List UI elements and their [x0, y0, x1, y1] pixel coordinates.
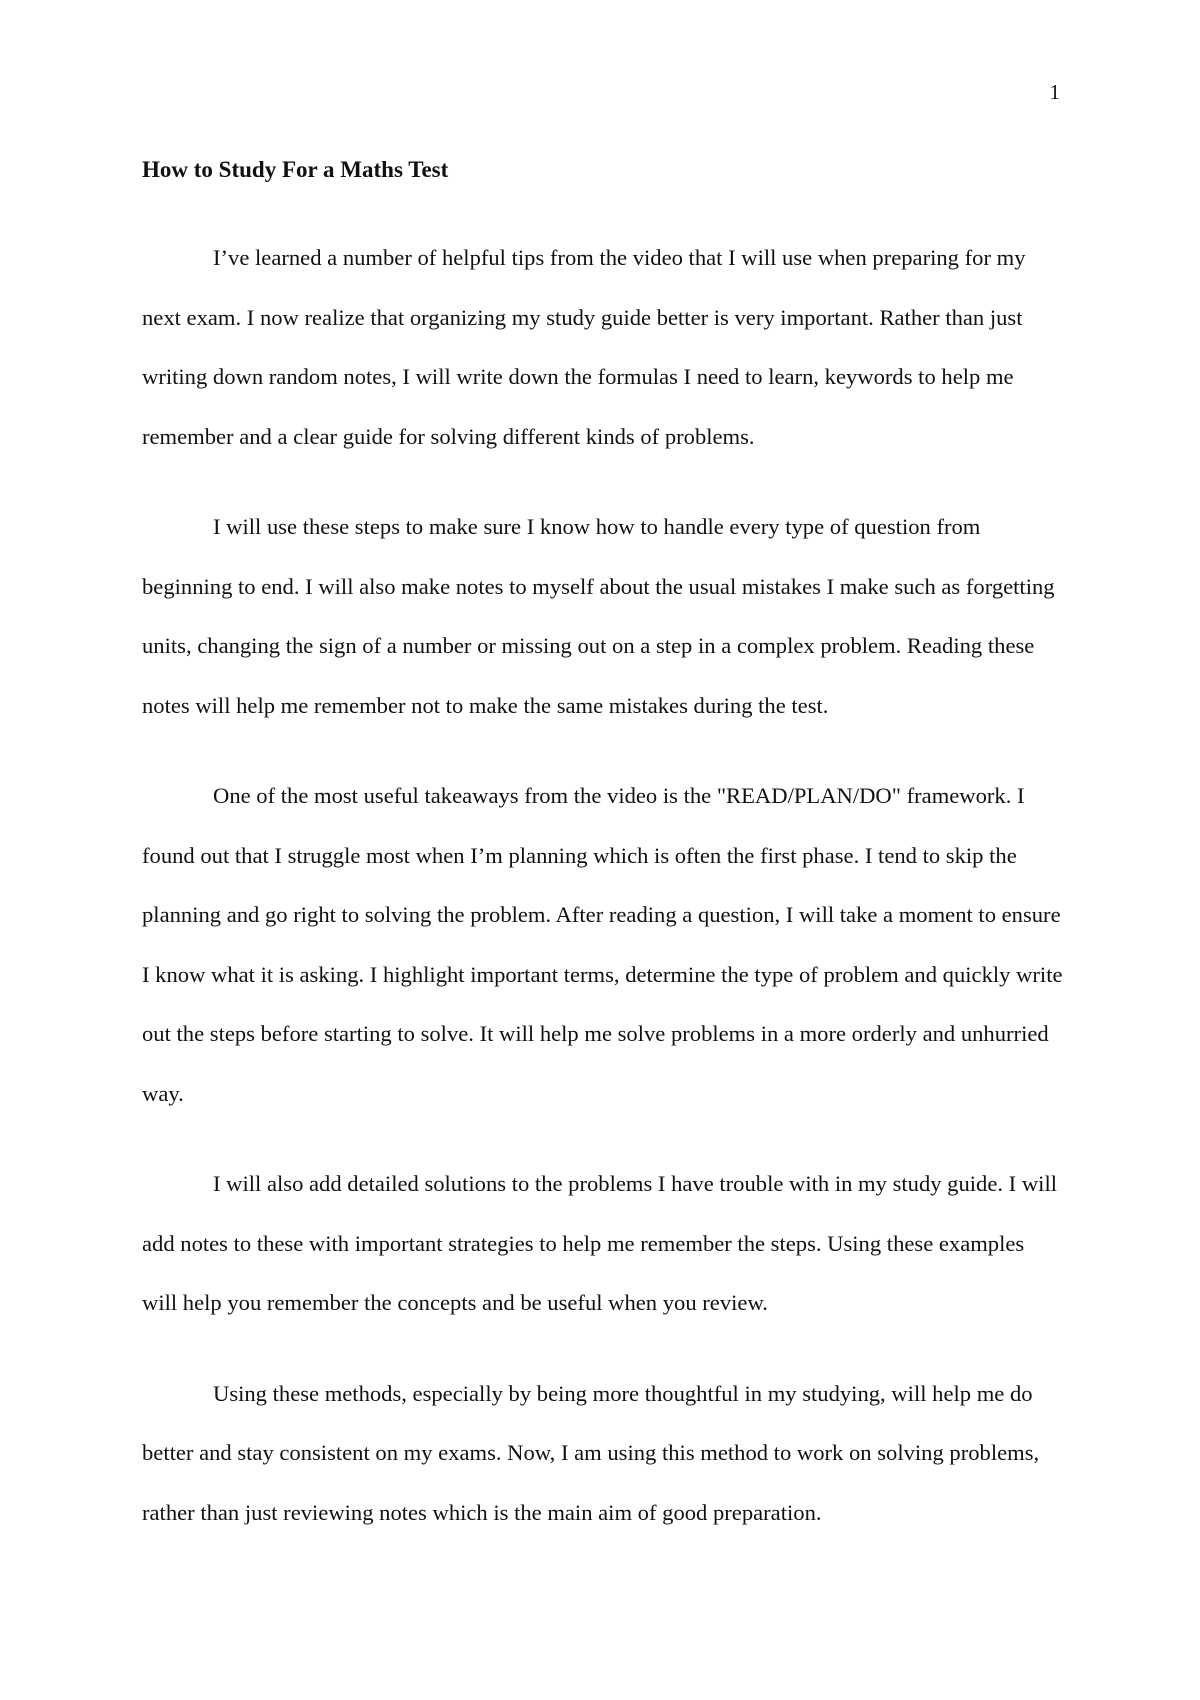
paragraph-2: I will use these steps to make sure I know how to handle every type of question from beginning to end. I will also make notes to myself about the usual mistakes I make such as forgetting units, changing the sign of a number or missing out on a step in a complex problem. Reading these notes will help me remember not to make the same mistakes during the test.	[142, 514, 1055, 718]
paragraph-5: Using these methods, especially by being more thoughtful in my studying, will help me do better and stay consistent on my exams. Now, I am using this method to work on solving problems, rather than just reviewing notes which is the main aim of good preparation.	[142, 1380, 1040, 1525]
paragraph-1: I’ve learned a number of helpful tips from the video that I will use when preparing for my next exam. I now realize that organizing my study guide better is very important. Rather than just writing down random notes, I will write down the formulas I need to learn, keywords to help me remember and a clear guide for solving different kinds of problems.	[142, 245, 1026, 449]
page-number: 1	[1049, 80, 1060, 104]
document-title: How to Study For a Maths Test	[142, 157, 449, 182]
document-body	[142, 154, 1064, 1573]
paragraph-4: I will also add detailed solutions to the problems I have trouble with in my study guide. I will add notes to these with important strategies to help me remember the steps. Using these examples will help you remember the concepts and be useful when you review.	[142, 1171, 1058, 1315]
paragraph-3: One of the most useful takeaways from the video is the "READ/PLAN/DO" framework. I found out that I struggle most when I’m planning which is often the first phase. I tend to skip the planning and go right to solving the problem. After reading a question, I will take a moment to ensure I know what it is asking. I highlight important terms, determine the type of problem and quickly write out the steps before starting to solve. It will help me solve problems in a more orderly and unhurried way.	[142, 783, 1063, 1106]
